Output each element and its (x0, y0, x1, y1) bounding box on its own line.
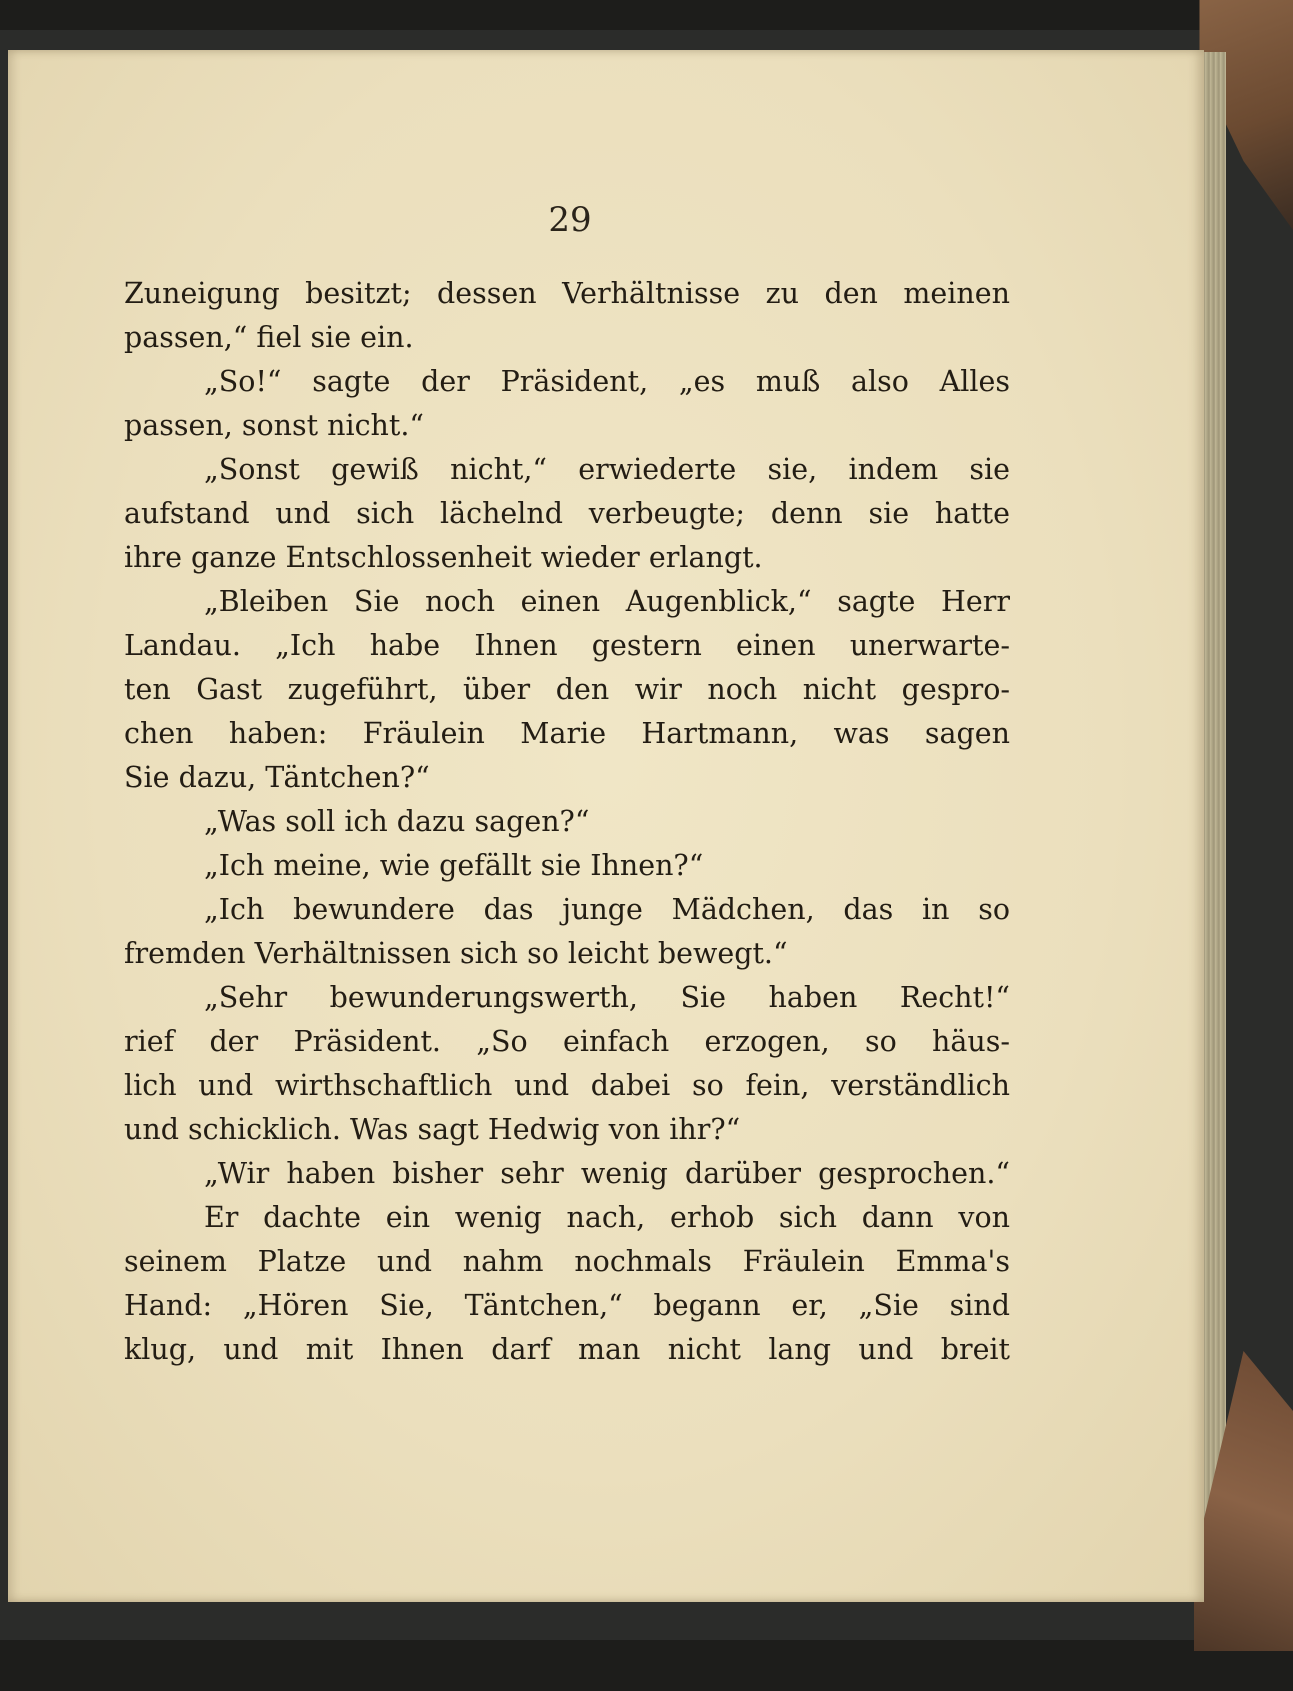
text-line: „Wir haben bisher sehr wenig darüber gesprochen.“ (204, 1157, 1010, 1190)
text-line: und schicklich. Was sagt Hedwig von ihr?“ (124, 1113, 741, 1146)
text-line: passen,“ fiel sie ein. (124, 321, 414, 354)
text-line: Sie dazu, Täntchen?“ (124, 761, 430, 794)
text-line: „Ich bewundere das junge Mädchen, das in so (204, 893, 1010, 926)
text-line: rief der Präsident. „So einfach erzogen, so häus- (124, 1025, 1010, 1058)
text-line: „Was soll ich dazu sagen?“ (204, 805, 590, 838)
text-line: „Sehr bewunderungswerth, Sie haben Recht!“ (204, 981, 1010, 1014)
text-line: „So!“ sagte der Präsident, „es muß also Alles (204, 365, 1010, 398)
text-line: seinem Platze und nahm nochmals Fräulein Emma's (124, 1245, 1010, 1278)
text-line: Hand: „Hören Sie, Täntchen,“ begann er, „Sie sind (124, 1289, 1010, 1322)
text-line: lich und wirthschaftlich und dabei so fein, verständlich (124, 1069, 1010, 1102)
body-text (124, 272, 1010, 1372)
text-line: „Ich meine, wie gefällt sie Ihnen?“ (204, 849, 704, 882)
text-line: „Sonst gewiß nicht,“ erwiederte sie, indem sie (204, 453, 1010, 486)
text-line: „Bleiben Sie noch einen Augenblick,“ sagte Herr (204, 585, 1010, 618)
text-line: Er dachte ein wenig nach, erhob sich dann von (204, 1201, 1010, 1234)
page-number: 29 (548, 200, 592, 240)
text-line: passen, sonst nicht.“ (124, 409, 424, 442)
text-line: ten Gast zugeführt, über den wir noch nicht gespro- (124, 673, 1010, 706)
book-page (8, 50, 1204, 1602)
text-line: klug, und mit Ihnen darf man nicht lang und breit (124, 1333, 1010, 1366)
text-line: aufstand und sich lächelnd verbeugte; denn sie hatte (124, 497, 1010, 530)
text-line: Zuneigung besitzt; dessen Verhältnisse zu den meinen (124, 277, 1010, 310)
text-line: chen haben: Fräulein Marie Hartmann, was sagen (124, 717, 1010, 750)
text-line: ihre ganze Entschlossenheit wieder erlangt. (124, 541, 763, 574)
text-line: Landau. „Ich habe Ihnen gestern einen unerwarte- (124, 629, 1010, 662)
text-line: fremden Verhältnissen sich so leicht bewegt.“ (124, 937, 788, 970)
